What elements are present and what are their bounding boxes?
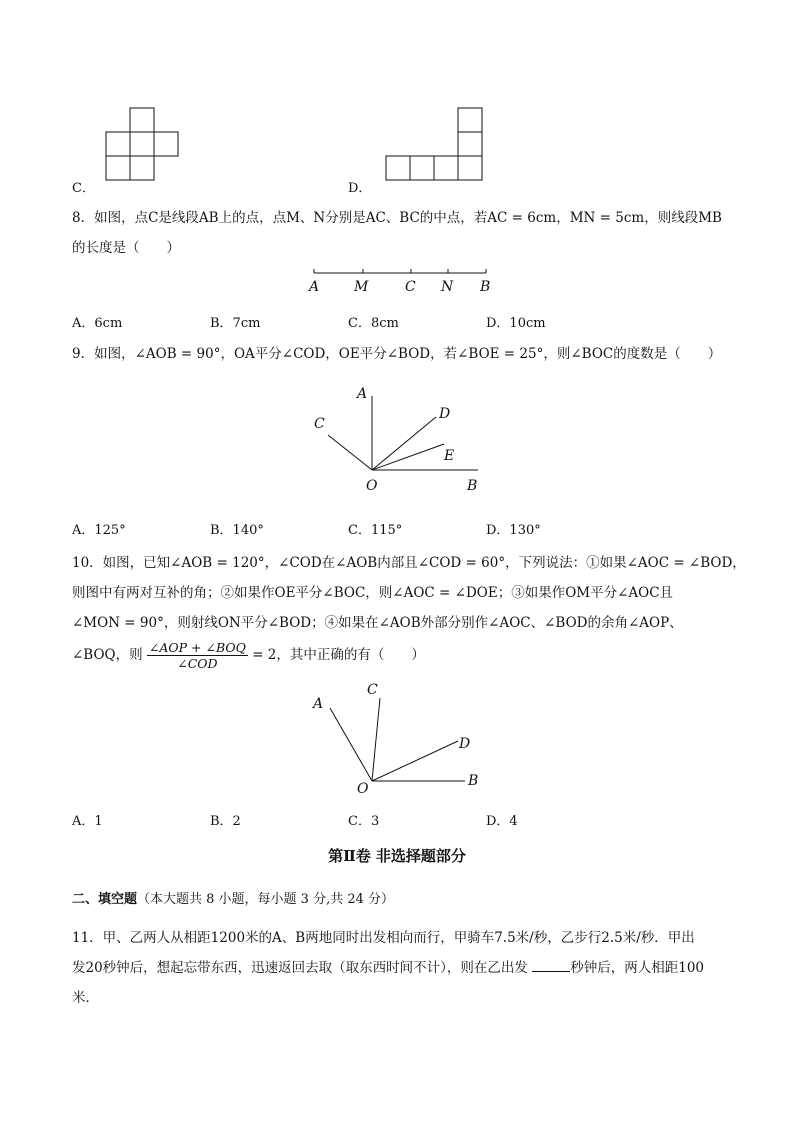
q10-option-d: D．4: [486, 814, 518, 829]
q10-option-c: C．3: [348, 814, 380, 829]
q8-stem-line1: 8．如图，点C是线段AB上的点，点M、N分别是AC、BC的中点，若AC = 6cm，MN = 5cm，则线段MB: [72, 210, 722, 226]
q10-stem-line2: 则图中有两对互补的角；②如果作OE平分∠BOC，则∠AOC = ∠DOE；③如果作OM平分∠AOC且: [72, 585, 674, 601]
q9-option-d: D．130°: [486, 523, 541, 538]
part2-title: 第Ⅱ卷 非选择题部分: [328, 847, 466, 865]
q11-stem-line3: 米．: [72, 990, 99, 1006]
q9-label-a: A: [357, 386, 368, 402]
q9-label-c: C: [314, 416, 325, 432]
fill-blank-section-heading: [72, 888, 394, 907]
q8-label-b: B: [480, 279, 491, 295]
q8-label-a: A: [309, 279, 320, 295]
q10-label-b: B: [468, 773, 479, 789]
q10-stem-line1: 10．如图，已知∠AOB = 120°，∠COD在∠AOB内部且∠COD = 60°，下列说法：①如果∠AOC = ∠BOD，: [72, 555, 746, 571]
q10-stem-line4: [72, 640, 425, 671]
q9-stem: 9．如图，∠AOB = 90°，OA平分∠COD，OE平分∠BOD，若∠BOE = 25°，则∠BOC的度数是（ ）: [72, 346, 722, 362]
q10-line4-prefix: ∠BOQ，则: [72, 647, 143, 663]
q10-line4-suffix: = 2，其中正确的有（ ）: [252, 647, 425, 663]
section-head-label: 二、填空题: [72, 892, 138, 907]
q10-stem-line3: ∠MON = 90°，则射线ON平分∠BOD；④如果在∠AOB外部分别作∠AOC、∠BOD的余角∠AOP、: [72, 615, 683, 631]
q10-label-a: A: [313, 696, 324, 712]
q11-stem-line1: 11．甲、乙两人从相距1200米的A、B两地同时出发相向而行，甲骑车7.5米/秒，乙步行2.5米/秒．甲出: [72, 930, 695, 946]
q10-angle-figure: [305, 678, 495, 798]
q9-option-b: B．140°: [210, 523, 264, 538]
q10-fraction: [147, 640, 248, 671]
q8-option-a: A．6cm: [72, 316, 123, 331]
q7-option-d-label: D．: [348, 181, 372, 196]
q9-label-d: D: [439, 406, 451, 422]
q8-option-c: C．8cm: [348, 316, 399, 331]
q11-stem-line2: [72, 956, 704, 976]
q8-label-n: N: [441, 279, 454, 295]
q9-label-o: O: [366, 478, 378, 494]
q10-label-o: O: [357, 781, 369, 797]
q10-fraction-denominator: ∠COD: [177, 656, 218, 671]
q9-label-b: B: [467, 478, 478, 494]
q8-label-c: C: [405, 279, 416, 295]
q8-label-m: M: [354, 279, 369, 295]
q8-stem-line2: 的长度是（ ）: [72, 240, 180, 256]
q10-option-b: B．2: [210, 814, 241, 829]
q8-segment-figure: [308, 266, 493, 296]
q7-option-c-label: C．: [72, 181, 95, 196]
q7-option-d-net: [382, 106, 486, 184]
q7-option-c-net: [104, 106, 182, 184]
q10-label-d: D: [459, 736, 471, 752]
q9-option-c: C．115°: [348, 523, 403, 538]
q11-line2-prefix: 发20秒钟后，想起忘带东西，迅速返回去取（取东西时间不计），则在乙出发: [72, 960, 528, 976]
q10-fraction-numerator: ∠AOP + ∠BOQ: [148, 640, 246, 655]
section-note: （本大题共 8 小题，每小题 3 分,共 24 分）: [137, 892, 395, 907]
q9-option-a: A．125°: [72, 523, 126, 538]
q11-line2-suffix: 秒钟后，两人相距100: [570, 960, 705, 976]
q10-option-a: A．1: [72, 814, 103, 829]
q9-angle-figure: [300, 380, 500, 495]
q10-label-c: C: [367, 682, 378, 698]
q8-option-b: B．7cm: [210, 316, 261, 331]
q11-answer-blank[interactable]: [532, 959, 570, 972]
q9-label-e: E: [444, 448, 455, 464]
q8-option-d: D．10cm: [486, 316, 546, 331]
